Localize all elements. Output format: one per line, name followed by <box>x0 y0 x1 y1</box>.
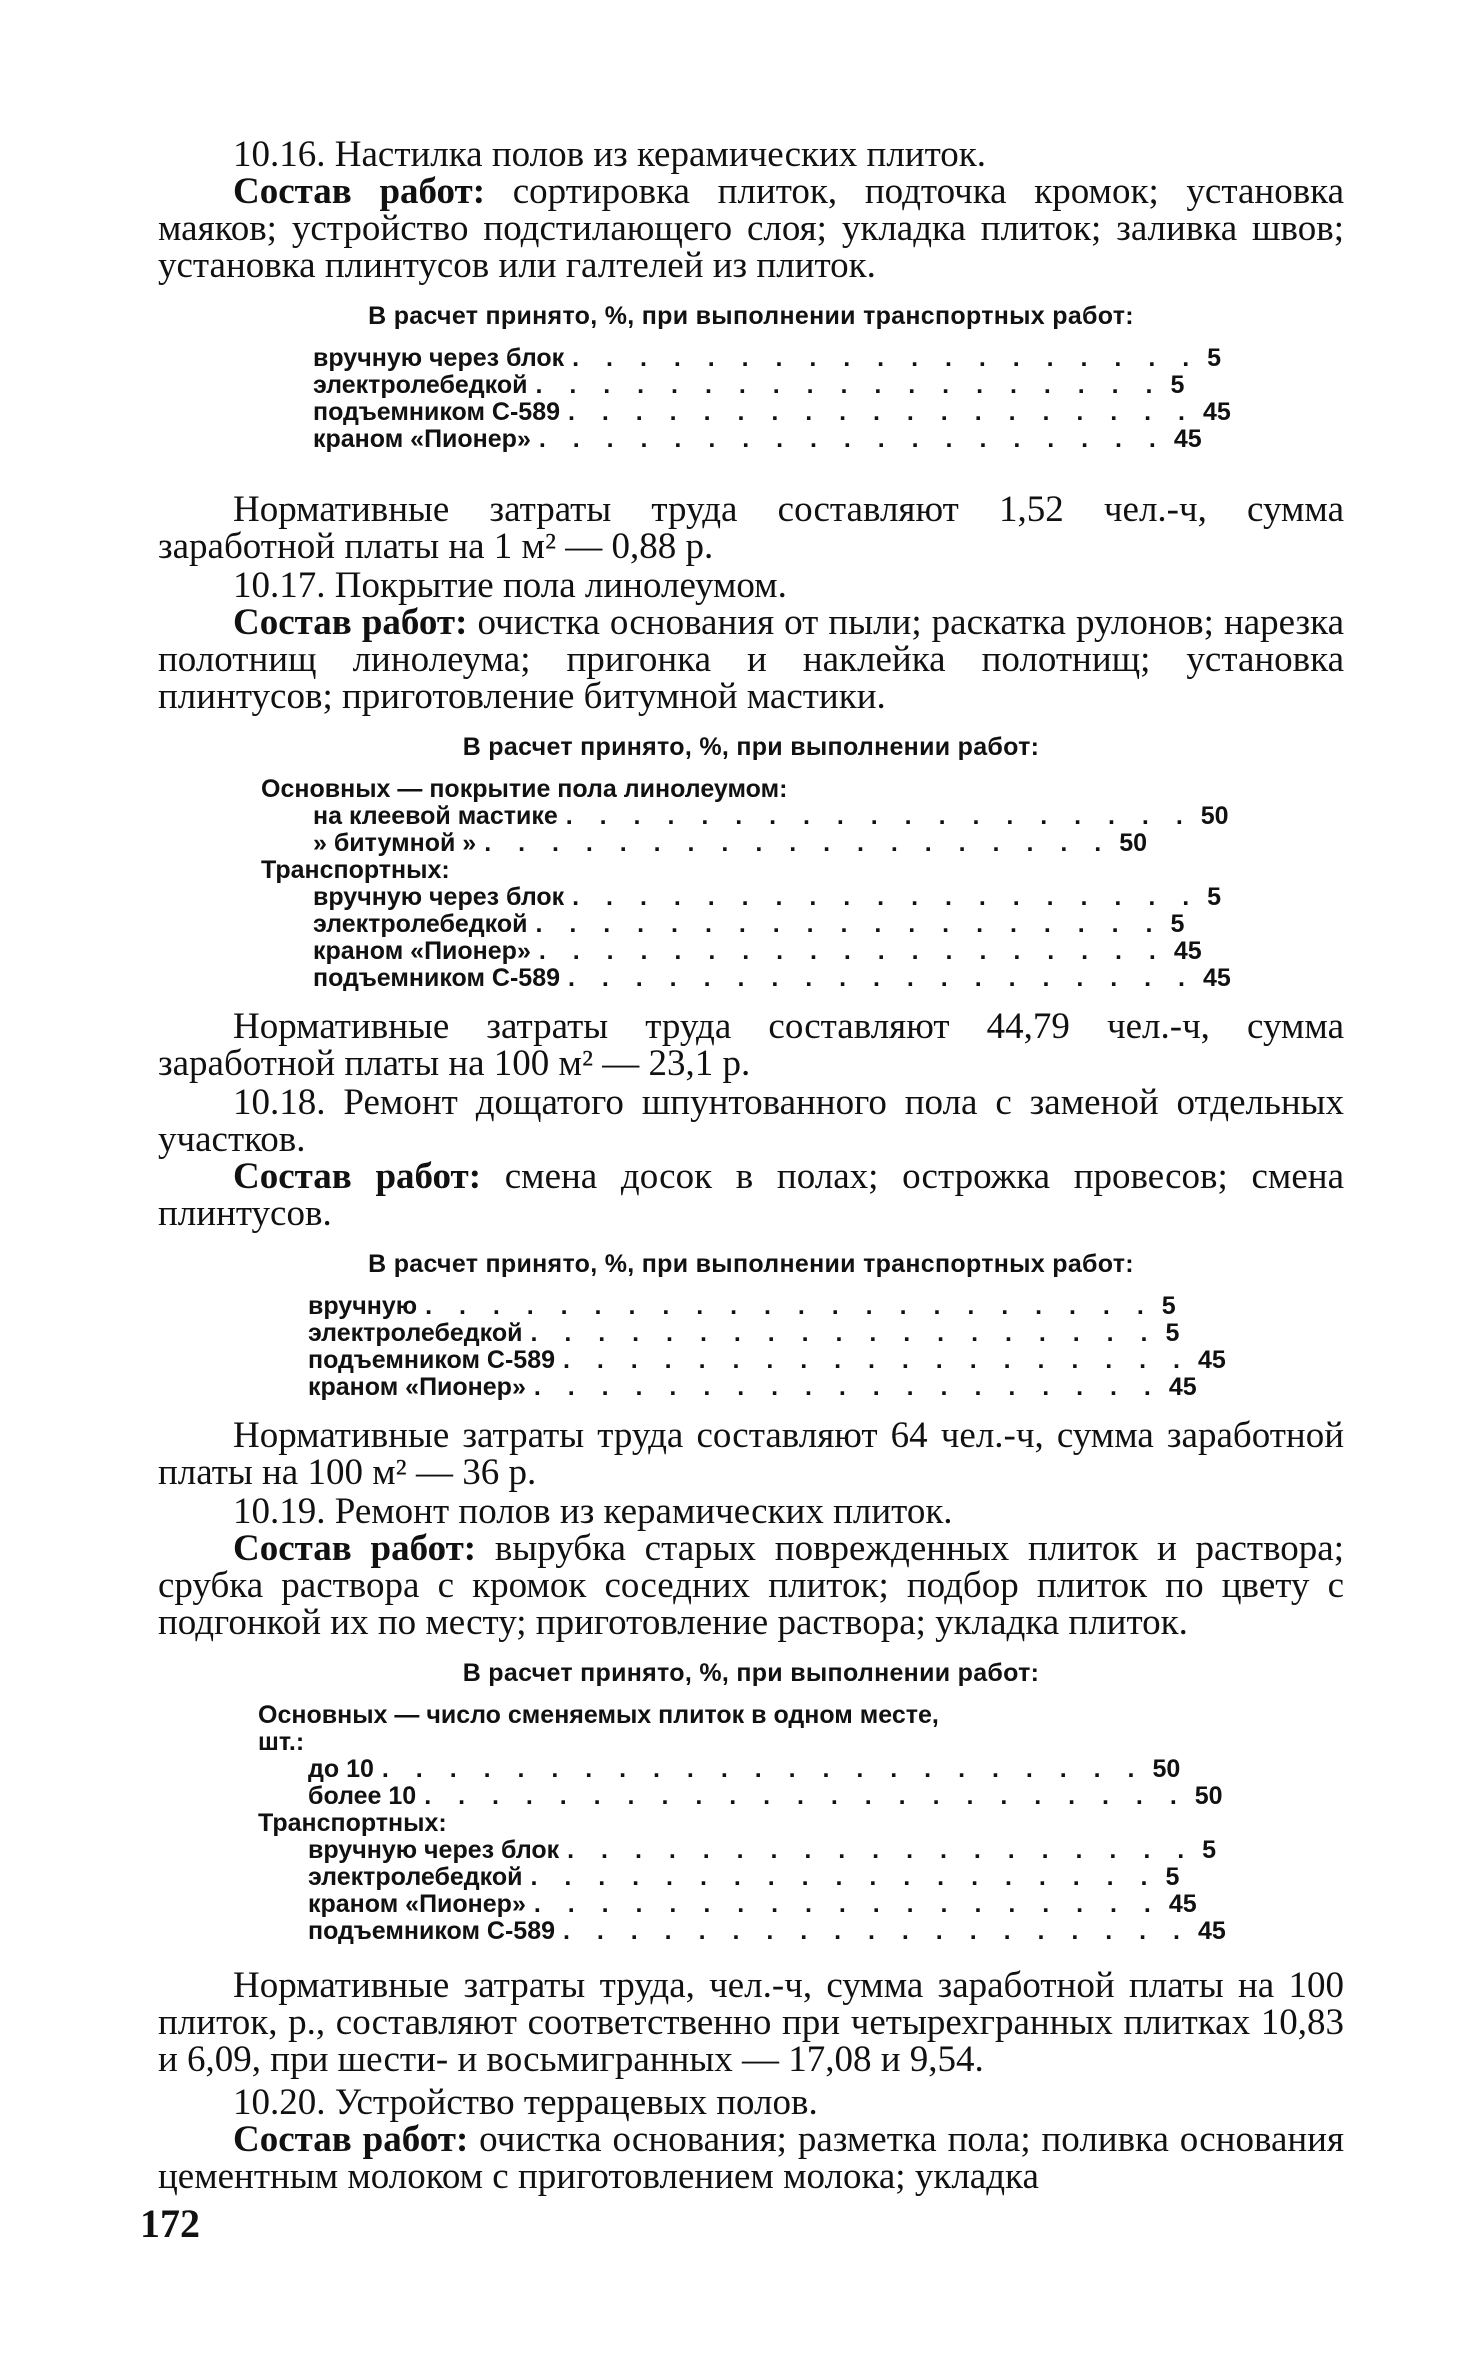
work-text: очистка основания; разметка пола; поливка основания цементным молоком с приготовлением молока; укладка <box>158 2119 1344 2197</box>
table-10-18 <box>308 1292 1226 1401</box>
work-label: Состав работ: <box>233 2119 469 2160</box>
norm-paragraph-10-19: Нормативные затраты труда, чел.-ч, сумма заработной платы на 100 плиток, р., составляют соответственно при четырехгранных плитках 10,83 и 6,09, при шести- и восьмигранных — 17,08 и 9,54. <box>158 1965 1344 2080</box>
table-caption-10-17: В расчет принято, %, при выполнении работ: <box>462 733 1040 761</box>
work-text: сортировка плиток, подточка кромок; установка маяков; устройство подстилающего слоя; укладка плиток; заливка швов; установка плинтусов или галтелей из плиток. <box>158 171 1344 286</box>
work-label: Состав работ: <box>233 1528 477 1569</box>
section-heading-10-20: 10.20. Устройство террацевых полов. <box>233 2082 818 2123</box>
norm-paragraph-10-18: Нормативные затраты труда составляют 64 чел.-ч, сумма заработной платы на 100 м² — 36 р. <box>158 1415 1344 1493</box>
work-text: вырубка старых поврежденных плиток и раствора; срубка раствора с кромок соседних плиток; подбор плиток по цвету с подгонкой их по месту; приготовление раствора; укладка плиток. <box>158 1528 1344 1643</box>
table-group-label: Основных — число сменяемых плиток в одном месте, шт.: <box>258 1701 939 1756</box>
page-number: 172 <box>140 2201 200 2246</box>
table-row: краном «Пионер» . . . . . . . . . . . . . . . . . . . 45 <box>308 1890 1197 1918</box>
table-row: подъемником С-589 . . . . . . . . . . . . . . . . . . . 45 <box>308 1917 1226 1945</box>
table-caption-10-19: В расчет принято, %, при выполнении работ: <box>462 1659 1040 1687</box>
table-caption-10-18: В расчет принято, %, при выполнении транспортных работ: <box>368 1250 1134 1278</box>
section-heading-10-17: 10.17. Покрытие пола линолеумом. <box>233 565 787 606</box>
table-row: краном «Пионер» . . . . . . . . . . . . . . . . . . . 45 <box>313 937 1202 965</box>
table-row: электролебедкой . . . . . . . . . . . . . . . . . . . 5 <box>313 910 1185 938</box>
work-composition-10-20 <box>158 2121 1344 2195</box>
work-label: Состав работ: <box>233 171 486 212</box>
table-row: электролебедкой . . . . . . . . . . . . . . . . . . . 5 <box>308 1319 1180 1347</box>
work-text: очистка основания от пыли; раскатка рулонов; нарезка полотнищ линолеума; пригонка и наклейка полотнищ; установка плинтусов; приготовление битумной мастики. <box>158 602 1344 717</box>
table-group-label: Транспортных: <box>258 1809 447 1837</box>
table-row: краном «Пионер» . . . . . . . . . . . . . . . . . . . 45 <box>308 1373 1197 1401</box>
work-composition-10-16 <box>158 173 1344 284</box>
table-row: вручную через блок . . . . . . . . . . . . . . . . . . . 5 <box>308 1836 1217 1864</box>
section-heading-10-18: 10.18. Ремонт дощатого шпунтованного пола с заменой отдельных участков. <box>158 1082 1344 1160</box>
table-row: до 10 . . . . . . . . . . . . . . . . . . . . . . . 50 <box>308 1755 1181 1783</box>
norm-paragraph-10-16: Нормативные затраты труда составляют 1,52 чел.-ч, сумма заработной платы на 1 м² — 0,88 р. <box>158 489 1344 567</box>
table-10-17 <box>261 775 1231 992</box>
table-row: подъемником С-589 . . . . . . . . . . . . . . . . . . . 45 <box>308 1346 1226 1374</box>
table-row: на клеевой мастике . . . . . . . . . . . . . . . . . . . 50 <box>313 802 1229 830</box>
work-composition-10-17 <box>158 604 1344 715</box>
table-row: вручную . . . . . . . . . . . . . . . . . . . . . . 5 <box>308 1292 1176 1320</box>
table-10-19 <box>258 1701 1226 1945</box>
table-row: краном «Пионер» . . . . . . . . . . . . . . . . . . . 45 <box>313 425 1202 453</box>
table-row: » битумной » . . . . . . . . . . . . . . . . . . . 50 <box>313 829 1147 857</box>
table-10-16 <box>313 344 1231 453</box>
section-heading-10-19: 10.19. Ремонт полов из керамических плиток. <box>233 1491 953 1532</box>
table-caption-10-16: В расчет принято, %, при выполнении транспортных работ: <box>368 302 1134 330</box>
text-column <box>158 134 1344 2195</box>
work-composition-10-18 <box>158 1158 1344 1232</box>
table-row: подъемником С-589 . . . . . . . . . . . . . . . . . . . 45 <box>313 964 1231 992</box>
table-row: электролебедкой . . . . . . . . . . . . . . . . . . . 5 <box>313 371 1185 399</box>
table-row: электролебедкой . . . . . . . . . . . . . . . . . . . 5 <box>308 1863 1180 1891</box>
table-group-label: Транспортных: <box>261 856 450 884</box>
table-row: подъемником С-589 . . . . . . . . . . . . . . . . . . . 45 <box>313 398 1231 426</box>
table-row: более 10 . . . . . . . . . . . . . . . . . . . . . . . 50 <box>308 1782 1223 1810</box>
norm-paragraph-10-17: Нормативные затраты труда составляют 44,79 чел.-ч, сумма заработной платы на 100 м² — 23,1 р. <box>158 1006 1344 1084</box>
work-text: смена досок в полах; острожка провесов; смена плинтусов. <box>158 1156 1344 1234</box>
table-row: вручную через блок . . . . . . . . . . . . . . . . . . . 5 <box>313 344 1222 372</box>
table-group-label: Основных — покрытие пола линолеумом: <box>261 775 788 803</box>
section-heading-10-16: 10.16. Настилка полов из керамических плиток. <box>233 134 986 175</box>
work-label: Состав работ: <box>233 602 468 643</box>
work-composition-10-19 <box>158 1530 1344 1641</box>
table-row: вручную через блок . . . . . . . . . . . . . . . . . . . 5 <box>313 883 1222 911</box>
work-label: Состав работ: <box>233 1156 482 1197</box>
